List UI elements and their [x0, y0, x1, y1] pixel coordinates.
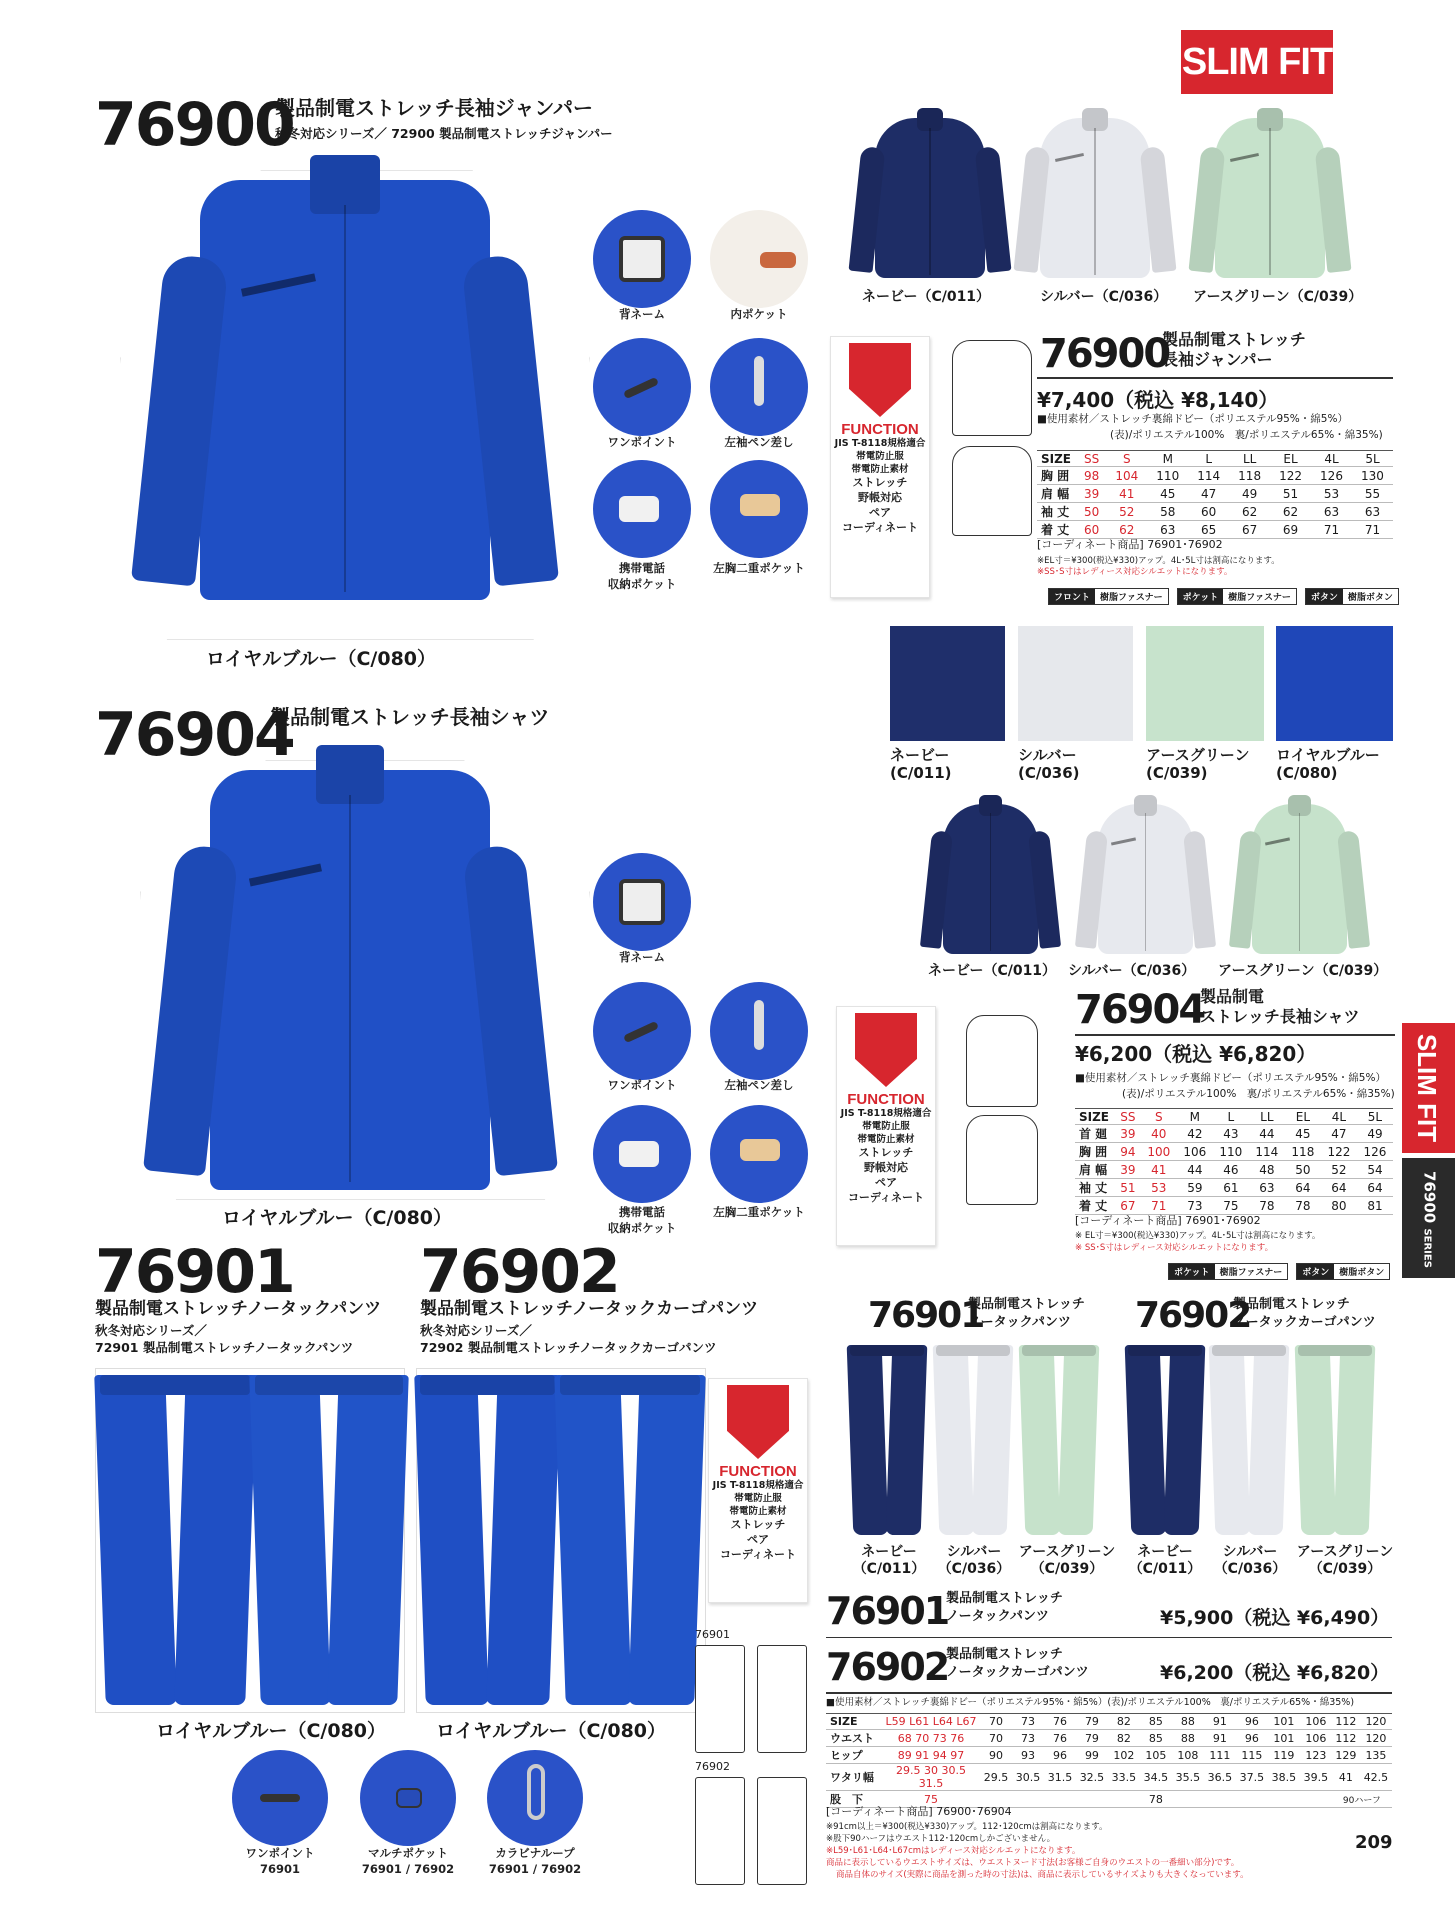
spec-number-76901-top: 76901: [868, 1295, 984, 1336]
spec-title-76904-2: ストレッチ長袖シャツ: [1200, 1007, 1360, 1026]
tag-pocket: ポケット 樹脂ファスナー: [1177, 588, 1297, 605]
flat-sketch-76902-back: [757, 1777, 807, 1885]
pants-note-2: ※股下90ハーフはウエスト112･120cmしかございません。: [826, 1834, 1056, 1844]
pants-rule: [826, 1637, 1392, 1638]
spec-title-76901-2: ノータックパンツ: [946, 1609, 1049, 1624]
tag-front: フロント 樹脂ファスナー: [1048, 588, 1169, 605]
function-item: JIS T-8118規格適合: [712, 1480, 804, 1491]
function-label: FUNCTION: [841, 421, 919, 438]
product-number-76904: 76904: [95, 700, 294, 770]
swatch-label-silver: シルバー (C/036): [1018, 746, 1080, 782]
product-title-76901: 製品制電ストレッチノータックパンツ: [95, 1299, 382, 1319]
product-sub-76902-1: 秋冬対応シリーズ／: [420, 1323, 532, 1338]
caption-phone-pocket: 携帯電話 収納ポケット: [607, 561, 677, 591]
caption-pants-carabiner-loop: カラビナループ 76901 / 76902: [488, 1846, 582, 1876]
shirt-76904-green: [1252, 804, 1347, 954]
function-item: ストレッチ: [852, 476, 908, 490]
caption-pants-one-point: ワンポイント 76901: [245, 1846, 315, 1876]
spec-title-76900-2: 長袖ジャンパー: [1162, 350, 1273, 369]
pants-76901-back: [255, 1375, 403, 1705]
color-76900-green: アースグリーン（C/039）: [1193, 289, 1363, 305]
function-item: 野帳対応: [864, 1161, 908, 1175]
swatch-royal: [1276, 626, 1393, 741]
product-sub-76902-2: 72902 製品制電ストレッチノータックカーゴパンツ: [420, 1340, 717, 1355]
jacket-76900-royal-blue: [200, 180, 490, 600]
detail-pen-sleeve-shirt: [710, 982, 808, 1080]
function-label: FUNCTION: [847, 1091, 925, 1108]
caption-phone-pocket-shirt: 携帯電話 収納ポケット: [607, 1205, 677, 1235]
caption-76901: ロイヤルブルー（C/080）: [156, 1720, 387, 1742]
pants-color-76901-silver: シルバー （C/036）: [937, 1544, 1011, 1577]
function-item: 野帳対応: [858, 491, 902, 505]
detail-one-point-shirt: [593, 982, 691, 1080]
function-item: 帯電防止素材: [857, 1133, 915, 1145]
product-title-76904: 製品制電ストレッチ長袖シャツ: [270, 705, 550, 729]
jacket-76900-silver: [1040, 118, 1150, 278]
flat-sketch-76904-front: [966, 1015, 1038, 1107]
pants-material: ■使用素材／ストレッチ裏綿ドビー（ポリエステル95%・綿5%）(表)/ポリエステル100% 裏/ポリエステル65%・綿35%): [826, 1697, 1355, 1708]
caption-pen-sleeve-shirt: 左袖ペン差し: [724, 1078, 794, 1092]
pants-note-4-text: 商品に表示しているウエストサイズは、ウエストヌード寸法(お客様ご自身のウエストの一番細い部分)です。: [826, 1858, 1240, 1868]
jacket-76900-green: [1215, 118, 1325, 278]
detail-phone-pocket-shirt: [593, 1105, 691, 1203]
flat-sketch-76901-front: [695, 1645, 745, 1753]
swatch-navy: [890, 626, 1005, 741]
pants-76901-green: [1022, 1345, 1096, 1535]
flat-sketch-76902-front: [695, 1777, 745, 1885]
pants-note-3: [826, 1846, 1080, 1857]
pants-76902-front: [420, 1375, 555, 1705]
pants-coord: [コーディネート商品] 76900･76904: [826, 1805, 1012, 1818]
detail-one-point: [593, 338, 691, 436]
series-tab: [1402, 1158, 1455, 1278]
tags-76904: [1168, 1263, 1390, 1280]
pants-note-3-text: ※L59･L61･L64･L67cmはレディース対応シルエットになります。: [826, 1846, 1081, 1856]
jacket-76900-navy: [875, 118, 985, 278]
size-table-76900: SIZE SS S M L LL EL 4L 5L 胸 囲 98 104 110 114 118 122 126 130 肩 幅 39 41 45 47 49 51 53 55 袖 丈 50 52 58 60 62 62 63 63 着 丈 60 62 63 65 67 69 71 71: [1037, 450, 1393, 539]
product-number-76902: 76902: [420, 1237, 619, 1307]
page-number: 209: [1355, 1832, 1393, 1853]
pants-note-5-text: 商品自体のサイズ(実際に商品を測った時の寸法)は、商品に表示しているサイズよりも大きくなっています。: [836, 1870, 1249, 1880]
caption-double-pocket: 左胸二重ポケット: [713, 561, 805, 575]
shirt-76904-silver: [1098, 804, 1193, 954]
product-number-76901: 76901: [95, 1237, 294, 1307]
function-item: 帯電防止素材: [851, 463, 909, 475]
detail-inner-pocket: [710, 210, 808, 308]
spec-title-76901-top-2: ノータックパンツ: [968, 1315, 1071, 1330]
caption-76900-main: ロイヤルブルー（C/080）: [206, 648, 437, 670]
function-item: コーディネート: [841, 520, 919, 534]
series-word: SERIES: [1421, 1228, 1433, 1268]
price-76904: ¥6,200（税込 ¥6,820）: [1075, 1042, 1317, 1066]
pants-76901-front: [100, 1375, 250, 1705]
pants-size-table: SIZE L59 L61 L64 L67 70 73 76 79 82 85 88 91 96 101 106 112 120 ウエスト 68 70 73 76 70 73 76 79 82 85 88 91 96 101 106 112 120 ヒップ 89 91 94 97 90 93 96 99 102 105 108 111 115 119 123 129 135 ワタリ幅 29.5 30 30.5 31.5 29.5 30.5 31.5 32.5 33.5 34.5 35.5 36.5 37.5 38.5 39.5 41 42.5 股 下 75 78 90ハーフ: [826, 1713, 1392, 1808]
swatch-label-green: アースグリーン (C/039): [1146, 746, 1250, 782]
spec-rule-76904: [1075, 1034, 1395, 1036]
color-76904-silver: シルバー（C/036）: [1068, 963, 1196, 979]
tag-button-shirt: ボタン 樹脂ボタン: [1296, 1263, 1390, 1280]
note-76900-2-text: ※SS･S寸はレディース対応シルエットになります。: [1037, 567, 1233, 577]
material-76904-1: ■使用素材／ストレッチ裏綿ドビー（ポリエステル95%・綿5%）: [1075, 1072, 1386, 1084]
color-76904-navy: ネービー（C/011）: [928, 963, 1057, 979]
function-item: JIS T-8118規格適合: [840, 1108, 932, 1119]
swatch-label-royal: ロイヤルブルー (C/080): [1276, 746, 1380, 782]
material-76900-1: ■使用素材／ストレッチ裏綿ドビー（ポリエステル95%・綿5%）: [1037, 413, 1348, 425]
function-badge-pants: [708, 1378, 808, 1603]
tags-76900: [1048, 588, 1399, 605]
note-76900-2: [1037, 567, 1232, 578]
spec-title-76904-1: 製品制電: [1200, 987, 1265, 1006]
spec-title-76901-1: 製品制電ストレッチ: [946, 1591, 1063, 1606]
caption-back-name: 背ネーム: [619, 307, 665, 321]
flat-sketch-76900-front: [952, 340, 1032, 436]
caption-76902: ロイヤルブルー（C/080）: [436, 1720, 667, 1742]
pants-color-76901-navy: ネービー （C/011）: [852, 1544, 926, 1577]
function-item: コーディネート: [847, 1190, 925, 1204]
caption-one-point-shirt: ワンポイント: [607, 1078, 677, 1092]
caption-pen-sleeve: 左袖ペン差し: [724, 435, 794, 449]
pants-rule-2: [826, 1692, 1392, 1694]
spec-title-76902-top-2: ノータックカーゴパンツ: [1233, 1315, 1376, 1330]
function-badge-shirt: [836, 1006, 936, 1246]
dragon-shield-icon: [855, 1013, 917, 1087]
caption-76904-main: ロイヤルブルー（C/080）: [222, 1207, 453, 1229]
series-number: 76900: [1420, 1171, 1439, 1224]
side-tab-label: SLIM FIT: [1412, 1033, 1442, 1143]
price-76901: ¥5,900（税込 ¥6,490）: [1160, 1607, 1390, 1629]
pants-note-1: ※91cm以上＝¥300(税込¥330)アップ。112･120cmは割高になります。: [826, 1822, 1108, 1832]
size-table-76904: SIZE SS S M L LL EL 4L 5L 首 廻 39 40 42 43 44 45 47 49 胸 囲 94 100 106 110 114 118 122 126 肩 幅 39 41 44 46 48 50 52 54 袖 丈 51 53 59 61 63 64 64 64 着 丈 67 71 73 75 78 78 80 81: [1075, 1108, 1393, 1215]
shirt-76904-royal-blue: [210, 770, 490, 1190]
pants-color-76902-green: アースグリーン （C/039）: [1296, 1544, 1394, 1577]
coord-76904: [コーディネート商品] 76901･76902: [1075, 1214, 1261, 1227]
detail-pants-one-point: [232, 1750, 328, 1846]
flat-sketch-76901-back: [757, 1645, 807, 1753]
swatch-green: [1146, 626, 1264, 741]
detail-back-name-shirt: [593, 853, 691, 951]
function-item: 帯電防止服: [862, 1120, 910, 1132]
spec-number-76900: 76900: [1040, 331, 1170, 377]
caption-inner-pocket: 内ポケット: [730, 307, 788, 321]
pants-note-4: [826, 1858, 1239, 1869]
pants-76901-navy: [850, 1345, 924, 1535]
shirt-76904-navy: [943, 804, 1038, 954]
caption-pants-multi-pocket: マルチポケット 76901 / 76902: [361, 1846, 455, 1876]
caption-one-point: ワンポイント: [607, 435, 677, 449]
tag-button: ボタン 樹脂ボタン: [1305, 588, 1399, 605]
color-76900-navy: ネービー（C/011）: [862, 289, 991, 305]
spec-rule-76900: [1037, 377, 1393, 379]
product-title-76900: 製品制電ストレッチ長袖ジャンパー: [275, 96, 593, 120]
product-title-76902: 製品制電ストレッチノータックカーゴパンツ: [420, 1299, 759, 1319]
side-slim-fit-tab: [1402, 1023, 1455, 1153]
note-76904-1: ※ EL寸＝¥300(税込¥330)アップ。4L･5L寸は割高になります。: [1075, 1231, 1321, 1241]
spec-title-76902-1: 製品制電ストレッチ: [946, 1647, 1063, 1662]
spec-title-76900-1: 製品制電ストレッチ: [1162, 330, 1306, 349]
slim-fit-badge: SLIM FIT: [1181, 30, 1333, 94]
function-badge-jacket: [830, 336, 930, 598]
pants-76902-navy: [1128, 1345, 1202, 1535]
spec-number-76902-top: 76902: [1135, 1295, 1251, 1336]
color-76900-silver: シルバー（C/036）: [1040, 289, 1168, 305]
price-76900: ¥7,400（税込 ¥8,140）: [1037, 388, 1279, 412]
function-item: ペア: [869, 506, 891, 520]
detail-pants-multi-pocket: [360, 1750, 456, 1846]
note-76904-2-text: ※ SS･S寸はレディース対応シルエットになります。: [1075, 1243, 1274, 1253]
detail-back-name: [593, 210, 691, 308]
spec-number-76901: 76901: [826, 1589, 949, 1633]
spec-title-76901-top-1: 製品制電ストレッチ: [968, 1297, 1085, 1312]
pants-76902-green: [1298, 1345, 1372, 1535]
pants-76901-silver: [936, 1345, 1010, 1535]
dragon-shield-icon: [727, 1385, 789, 1459]
caption-double-pocket-shirt: 左胸二重ポケット: [713, 1205, 805, 1219]
function-item: コーディネート: [719, 1548, 797, 1562]
flat-sketch-76900-back: [952, 446, 1032, 536]
pants-color-76902-silver: シルバー （C/036）: [1213, 1544, 1287, 1577]
detail-phone-pocket: [593, 460, 691, 558]
detail-pants-carabiner-loop: [487, 1750, 583, 1846]
note-76904-2: [1075, 1243, 1273, 1254]
function-item: 帯電防止服: [856, 450, 904, 462]
function-item: ペア: [875, 1176, 897, 1190]
function-item: ストレッチ: [858, 1146, 914, 1160]
material-76904-2: (表)/ポリエステル100% 裏/ポリエステル65%・綿35%): [1122, 1088, 1395, 1100]
product-sub-76900: 秋冬対応シリーズ／ 72900 製品制電ストレッチジャンパー: [275, 126, 613, 141]
spec-number-76904: 76904: [1075, 987, 1205, 1033]
spec-title-76902-2: ノータックカーゴパンツ: [946, 1665, 1089, 1680]
product-number-76900: 76900: [95, 90, 294, 160]
function-item: JIS T-8118規格適合: [834, 438, 926, 449]
spec-title-76902-top-1: 製品制電ストレッチ: [1233, 1297, 1350, 1312]
pants-color-76902-navy: ネービー （C/011）: [1128, 1544, 1202, 1577]
function-item: 帯電防止服: [734, 1492, 782, 1504]
detail-double-pocket: [710, 460, 808, 558]
swatch-label-navy: ネービー (C/011): [890, 746, 952, 782]
pants-76902-silver: [1212, 1345, 1286, 1535]
price-76902: ¥6,200（税込 ¥6,820）: [1160, 1662, 1390, 1684]
function-item: 帯電防止素材: [729, 1505, 787, 1517]
pants-note-5: [836, 1870, 1249, 1881]
detail-double-pocket-shirt: [710, 1105, 808, 1203]
function-label: FUNCTION: [719, 1463, 797, 1480]
caption-back-name-shirt: 背ネーム: [619, 950, 665, 964]
product-sub-76901-2: 72901 製品制電ストレッチノータックパンツ: [95, 1340, 354, 1355]
function-item: ストレッチ: [730, 1518, 786, 1532]
note-76900-1: ※EL寸＝¥300(税込¥330)アップ。4L･5L寸は割高になります。: [1037, 556, 1280, 566]
pants-color-76901-green: アースグリーン （C/039）: [1018, 1544, 1116, 1577]
color-76904-green: アースグリーン（C/039）: [1218, 963, 1388, 979]
flat-sketch-76904-back: [966, 1115, 1038, 1205]
detail-pen-sleeve: [710, 338, 808, 436]
swatch-silver: [1018, 626, 1133, 741]
material-76900-2: (表)/ポリエステル100% 裏/ポリエステル65%・綿35%): [1110, 429, 1383, 441]
function-item: ペア: [747, 1533, 769, 1547]
flat-label-76902: 76902: [695, 1760, 730, 1773]
tag-pocket-shirt: ポケット 樹脂ファスナー: [1168, 1263, 1288, 1280]
pants-76902-back: [560, 1375, 700, 1705]
coord-76900: [コーディネート商品] 76901･76902: [1037, 538, 1223, 551]
spec-number-76902: 76902: [826, 1645, 949, 1689]
product-sub-76901-1: 秋冬対応シリーズ／: [95, 1323, 207, 1338]
flat-label-76901: 76901: [695, 1628, 730, 1641]
dragon-shield-icon: [849, 343, 911, 417]
